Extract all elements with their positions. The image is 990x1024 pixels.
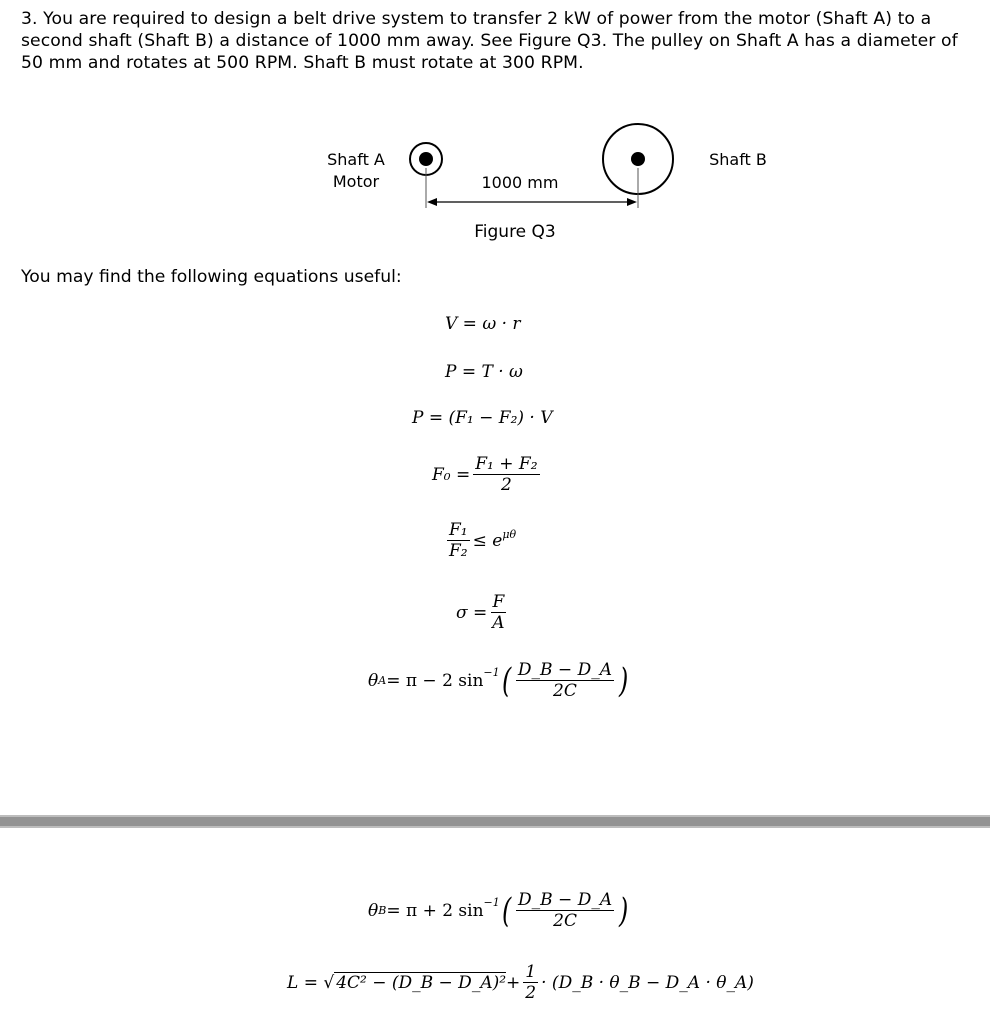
eq-lhs: σ = bbox=[456, 602, 488, 623]
equation-stress bbox=[456, 592, 510, 633]
eq-lhs: L = √ bbox=[287, 972, 335, 993]
eq-denominator: 2C bbox=[553, 681, 577, 701]
eq-numerator: F₁ bbox=[449, 520, 468, 540]
eq-denominator: F₂ bbox=[449, 541, 468, 561]
distance-label: 1000 mm bbox=[481, 173, 559, 192]
eq-exponent: μθ bbox=[502, 528, 517, 541]
equation-wrap-angle-b: θ B = π + 2 sin $^{-1}$ ( $\frac{D\_B - D\_A}{2C}$ ) bbox=[368, 890, 629, 931]
shaft-b-center bbox=[631, 152, 645, 166]
eq-radicand: 4C² − (D_B − D_A)² bbox=[336, 973, 507, 993]
equation-power-torque: P = T · ω bbox=[445, 362, 523, 382]
eq-lhs: θ bbox=[368, 670, 379, 691]
equation-belt-length bbox=[287, 962, 754, 1003]
eq-denominator: A bbox=[492, 613, 505, 633]
equation-initial-tension bbox=[432, 454, 543, 495]
eq-rhs: ≤ e bbox=[472, 530, 503, 551]
eq-plus: + bbox=[506, 972, 521, 993]
intro-text: You may find the following equations useful: bbox=[21, 267, 402, 287]
eq-denominator: 2 bbox=[525, 983, 537, 1003]
eq-lhs: θ bbox=[368, 900, 379, 921]
eq-numerator: D_B − D_A bbox=[518, 890, 613, 910]
eq-denominator: 2C bbox=[553, 911, 577, 931]
shaft-b-label: Shaft B bbox=[709, 150, 767, 169]
arrow-left-icon bbox=[427, 198, 437, 206]
question-text: 3. You are required to design a belt drive system to transfer 2 kW of power from the motor (Shaft A) to a second shaft (Shaft B) a distance of 1000 mm away. See Figure Q3. The pulley on Shaft A has a diameter of 50 mm and rotates at 500 RPM. Shaft B must rotate at 300 RPM. bbox=[21, 9, 958, 73]
figure-caption: Figure Q3 bbox=[474, 222, 556, 242]
equation-wrap-angle-a: θ A = π − 2 sin $^{-1}$ ( $\frac{D\_B - D\_A}{2C}$ ) bbox=[368, 660, 629, 701]
eq-sup: −1 bbox=[483, 896, 500, 909]
eq-sub: B bbox=[378, 904, 387, 917]
equation-tension-ratio bbox=[444, 520, 516, 561]
eq-sub: A bbox=[378, 674, 387, 687]
equation-velocity: V = ω · r bbox=[445, 314, 521, 334]
eq-lhs: F₀ = bbox=[432, 464, 471, 485]
eq-numerator: F₁ + F₂ bbox=[475, 454, 538, 474]
arrow-right-icon bbox=[627, 198, 637, 206]
eq-sup: −1 bbox=[483, 666, 500, 679]
motor-label: Motor bbox=[332, 172, 380, 191]
equation-power-force: P = (F₁ − F₂) · V bbox=[412, 408, 553, 428]
shaft-a-center bbox=[419, 152, 433, 166]
eq-rhs: · (D_B · θ_B − D_A · θ_A) bbox=[541, 972, 754, 993]
eq-numerator: 1 bbox=[525, 962, 537, 982]
eq-mid: = π − 2 sin bbox=[386, 670, 484, 691]
eq-denominator: 2 bbox=[500, 475, 512, 495]
eq-numerator: F bbox=[492, 592, 505, 612]
eq-numerator: D_B − D_A bbox=[517, 660, 612, 680]
shaft-a-label: Shaft A bbox=[327, 150, 385, 169]
eq-mid: = π + 2 sin bbox=[386, 900, 484, 921]
page-separator bbox=[0, 815, 990, 828]
